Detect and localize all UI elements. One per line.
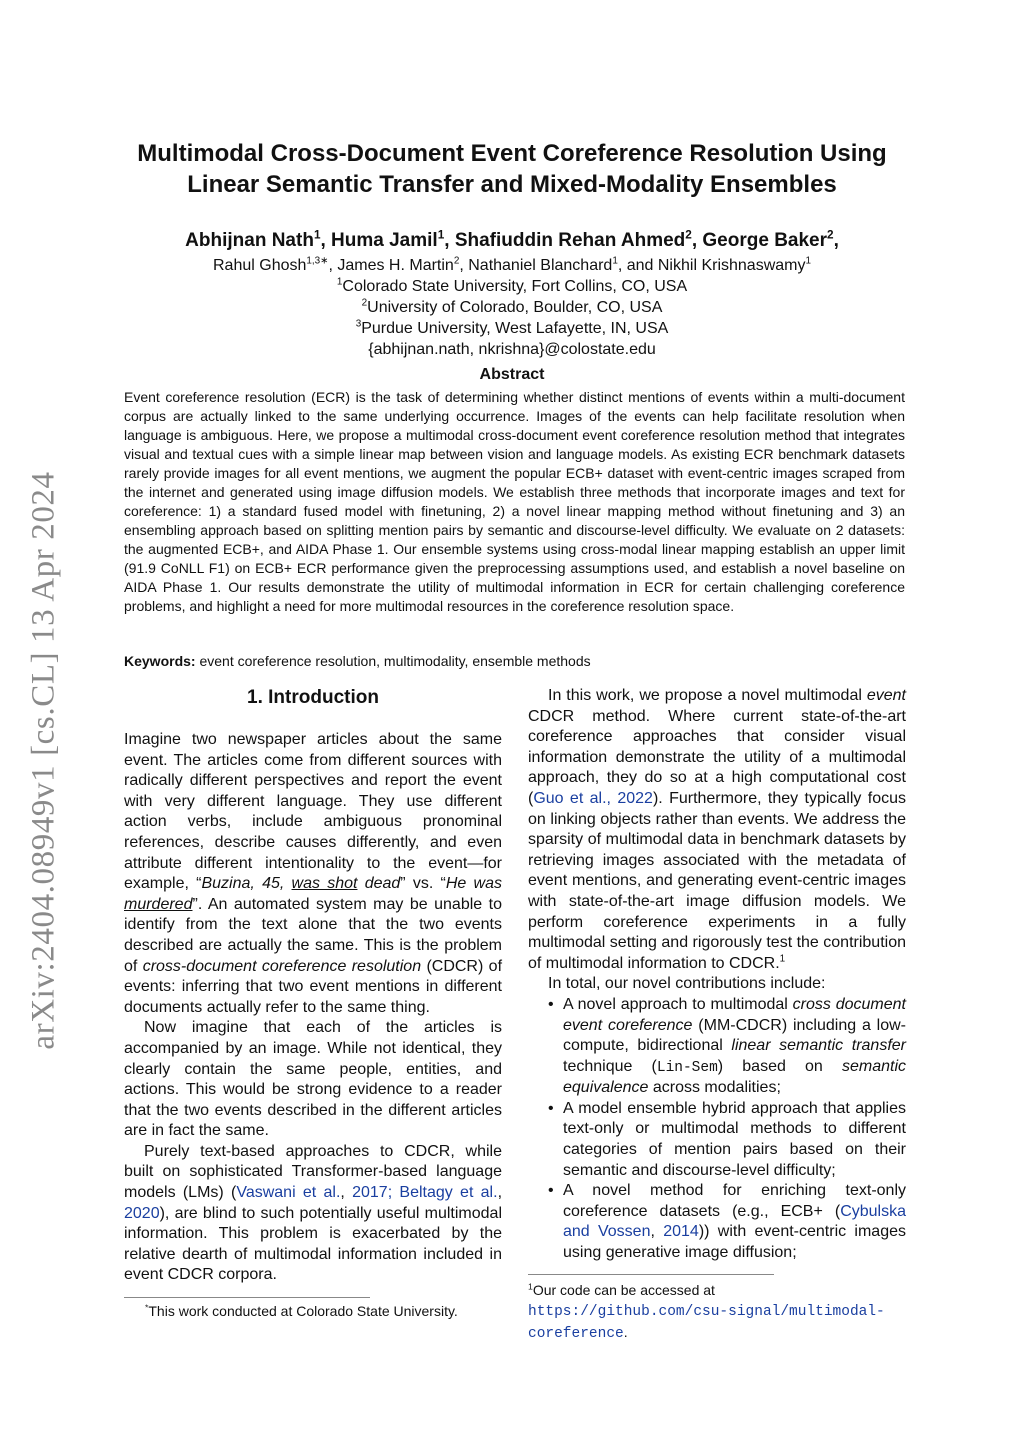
abstract-body: Event coreference resolution (ECR) is the task of determining whether distinct mentions of events within a multi-document corpus are actually linked to the same underlying occurrence. Images of the events can help facilitate resolution when language is ambiguous. Here, we propose a multimodal cross-document event coreference resolution method that integrates visual and textual cues with a simple linear map between vision and language models. As existing ECR benchmark datasets rarely provide images for all event mentions, we augment the popular ECB+ dataset with event-centric images scraped from the internet and generated using image diffusion models. We establish three methods that incorporate images and text for coreference: 1) a standard fused model with finetuning, 2) a novel linear mapping method without finetuning and 3) an ensembling approach based on splitting mention pairs by semantic and discourse-level difficulty. We evaluate on 2 datasets: the augmented ECB+, and AIDA Phase 1. Our ensemble systems using cross-modal linear mapping establish an upper limit (91.9 CoNLL F1) on ECB+ ECR performance given the preprocessing assumptions used, and establish a novel baseline on AIDA Phase 1. Our results demonstrate the utility of multimodal information in ECR for certain challenging coreference problems, and highlight a need for more multimodal resources in the coreference resolution space. xyxy=(124,389,905,614)
author-name: and Nikhil Krishnaswamy xyxy=(626,257,806,274)
text-run: , xyxy=(497,1184,503,1202)
affiliation-1 xyxy=(100,276,924,297)
affil-text: Colorado State University, Fort Collins, CO, USA xyxy=(342,278,688,295)
term-emphasis: event xyxy=(866,687,906,704)
abstract-heading: Abstract xyxy=(479,366,545,383)
footnote-mark: 1 xyxy=(528,1281,533,1292)
list-item xyxy=(528,1099,906,1181)
author-name: James H. Martin xyxy=(337,257,454,274)
code-term: Lin-Sem xyxy=(656,1059,718,1076)
intro-paragraph-1 xyxy=(124,730,502,1018)
author-affil-mark: 1,3∗ xyxy=(306,255,329,267)
citation-link[interactable]: 2014 xyxy=(663,1223,699,1241)
text-run: A model ensemble hybrid approach that applies text-only or multimodal methods to different categories of mention pairs based on their semantic and discourse-level difficulty; xyxy=(563,1099,906,1179)
text-run: , xyxy=(650,1223,664,1241)
bullet-icon: • xyxy=(548,1182,554,1200)
footnote-text: . xyxy=(623,1324,628,1340)
affiliations-block xyxy=(100,255,924,360)
quote-text: He was xyxy=(445,875,502,893)
text-run: ” vs. “ xyxy=(400,875,446,893)
code-repository-link[interactable]: https://github.com/csu-signal/multimodal-coreference xyxy=(528,1304,885,1342)
term-emphasis: cross-document coreference resolution xyxy=(142,957,422,975)
author-affil-mark: 2 xyxy=(685,228,692,242)
affil-text: University of Colorado, Boulder, CO, USA xyxy=(367,299,663,316)
citation-link[interactable]: Cybulska and Vossen xyxy=(563,1202,906,1241)
author-name: Shafiuddin Rehan Ahmed xyxy=(454,230,686,251)
footnote-text: Our code can be accessed at xyxy=(532,1282,715,1298)
affil-mark: 1 xyxy=(336,276,343,288)
author-name: George Baker xyxy=(702,230,828,251)
text-run: Purely text-based approaches to CDCR, while built on sophisticated Transformer-based language models (LMs) ( xyxy=(124,1142,502,1202)
author-affil-mark: 1 xyxy=(805,255,811,267)
author-name: Rahul Ghosh xyxy=(213,257,307,274)
footnote-code xyxy=(528,1280,918,1344)
footnote-mark: * xyxy=(145,1302,149,1313)
term-emphasis: cross document event coreference xyxy=(563,995,907,1034)
contribution-list xyxy=(528,995,906,1264)
affil-mark: 2 xyxy=(361,297,368,309)
section-heading-introduction: 1. Introduction xyxy=(247,687,379,708)
text-run: (MM-CDCR) including a low-compute, bidirectional xyxy=(563,1016,907,1055)
author-affil-mark: 1 xyxy=(313,228,321,242)
keywords-line xyxy=(124,653,591,669)
body-paragraph xyxy=(528,686,906,974)
text-run: )) with event-centric images using generative image diffusion; xyxy=(563,1223,907,1262)
affiliation-3 xyxy=(100,318,924,339)
text-run: CDCR method. Where current state-of-the-art coreference approaches that consider visual information demonstrate the utility of a multimodal approach, they do so at a high computational cost ( xyxy=(528,707,906,807)
text-run: A novel approach to multimodal xyxy=(563,995,793,1013)
right-column xyxy=(528,686,906,1264)
paper-title xyxy=(100,138,924,200)
arxiv-identifier-text: arXiv:2404.08949v1 [cs.CL] 13 Apr 2024 xyxy=(25,470,62,1050)
keywords-label: Keywords: xyxy=(124,653,196,669)
quote-underlined: was shot xyxy=(291,875,358,893)
citation-link[interactable]: 2017; Beltagy et al. xyxy=(352,1184,498,1202)
citation-link[interactable]: Vaswani et al. xyxy=(236,1184,341,1202)
affiliation-2 xyxy=(100,297,924,318)
author-list-secondary: Rahul Ghosh$^{1,3∗}$, James H. Martin$^2$, Nathaniel Blanchard$^1$, and Nikhil Krishnaswamy$^1$ xyxy=(213,255,811,274)
intro-paragraph-2: Now imagine that each of the articles is accompanied by an image. While not identical, they clearly contain the same people, entities, and actions. This would be strong evidence to a reader that the two events described in the different articles are in fact the same. xyxy=(124,1019,502,1140)
text-run: (CDCR) of events: inferring that two event mentions in different documents actually refer to the same thing. xyxy=(124,957,503,1016)
citation-link[interactable]: 2020 xyxy=(124,1204,160,1222)
author-affil-mark: 2 xyxy=(827,228,834,242)
quote-text: dead xyxy=(357,875,401,893)
author-name: Nathaniel Blanchard xyxy=(468,257,613,274)
contributions-intro: In total, our novel contributions include: xyxy=(548,975,826,993)
text-run: ”. An automated system may be unable to identify from the text alone that the two events described are actually the same. This is the problem of xyxy=(124,895,502,975)
keywords-text: event coreference resolution, multimodality, ensemble methods xyxy=(195,653,591,669)
title-line-2: Linear Semantic Transfer and Mixed-Modality Ensembles xyxy=(187,171,837,198)
footnote-divider xyxy=(528,1274,774,1275)
list-item xyxy=(528,995,906,1099)
author-list-primary: Abhijnan Nath$^1$, Huma Jamil$^1$, Shafiuddin Rehan Ahmed$^2$, George Baker$^2$, xyxy=(185,228,839,251)
text-run: Imagine two newspaper articles about the same event. The articles come from different sources with radically different perspectives and report the event with very different language. They use different action verbs, include ambiguous pronominal references, describe causes differently, and even attribute different intentionality to the event—for example, “ xyxy=(124,731,502,893)
footnote-affiliation xyxy=(145,1303,458,1319)
bullet-icon: • xyxy=(548,1099,554,1117)
footnote-divider xyxy=(124,1297,370,1298)
text-run: ), are blind to such potentially useful multimodal information. This problem is exacerbated by the relative dearth of multimodal information included in event CDCR corpora. xyxy=(124,1204,502,1284)
arxiv-identifier xyxy=(14,450,74,1070)
author-affil-mark: 1 xyxy=(612,255,618,267)
contact-emails: {abhijnan.nath, nkrishna}@colostate.edu xyxy=(368,341,656,358)
author-name: Huma Jamil xyxy=(331,230,438,251)
list-item xyxy=(528,1181,906,1263)
text-run: technique ( xyxy=(563,1057,657,1075)
author-affil-mark: 2 xyxy=(453,255,460,267)
quote-underlined: murdered xyxy=(124,895,193,913)
quote-text: Buzina, 45, xyxy=(201,875,292,893)
text-run: A novel method for enriching text-only coreference datasets (e.g., ECB+ ( xyxy=(563,1182,906,1220)
term-emphasis: semantic equivalence xyxy=(563,1057,906,1097)
intro-paragraph-3 xyxy=(124,1142,502,1286)
author-affil-mark: 1 xyxy=(437,228,445,242)
text-run: across modalities; xyxy=(648,1079,781,1097)
left-column xyxy=(124,686,502,1286)
term-emphasis: linear semantic transfer xyxy=(731,1037,906,1055)
affil-text: Purdue University, West Lafayette, IN, USA xyxy=(361,320,669,337)
bullet-icon: • xyxy=(548,995,554,1013)
affil-mark: 3 xyxy=(355,318,362,330)
text-run: In this work, we propose a novel multimodal xyxy=(548,687,867,704)
footnote-mark[interactable]: 1 xyxy=(779,953,786,965)
footnote-text: This work conducted at Colorado State University. xyxy=(148,1303,458,1319)
text-run: ). Furthermore, they typically focus on linking objects rather than events. We address the sparsity of multimodal data in benchmark datasets by retrieving images associated with the metadata of event mentions, and generating event-centric images with state-of-the-art image diffusion models. We perform coreference experiments in a fully multimodal setting and rigorously test the contribution of multimodal information to CDCR. xyxy=(528,789,907,972)
citation-link[interactable]: Guo et al., 2022 xyxy=(533,789,653,807)
title-line-1: Multimodal Cross-Document Event Coreference Resolution Using xyxy=(137,140,887,167)
text-run: ) based on xyxy=(717,1057,842,1075)
author-name: Abhijnan Nath xyxy=(185,230,314,251)
text-run: , xyxy=(340,1184,353,1202)
